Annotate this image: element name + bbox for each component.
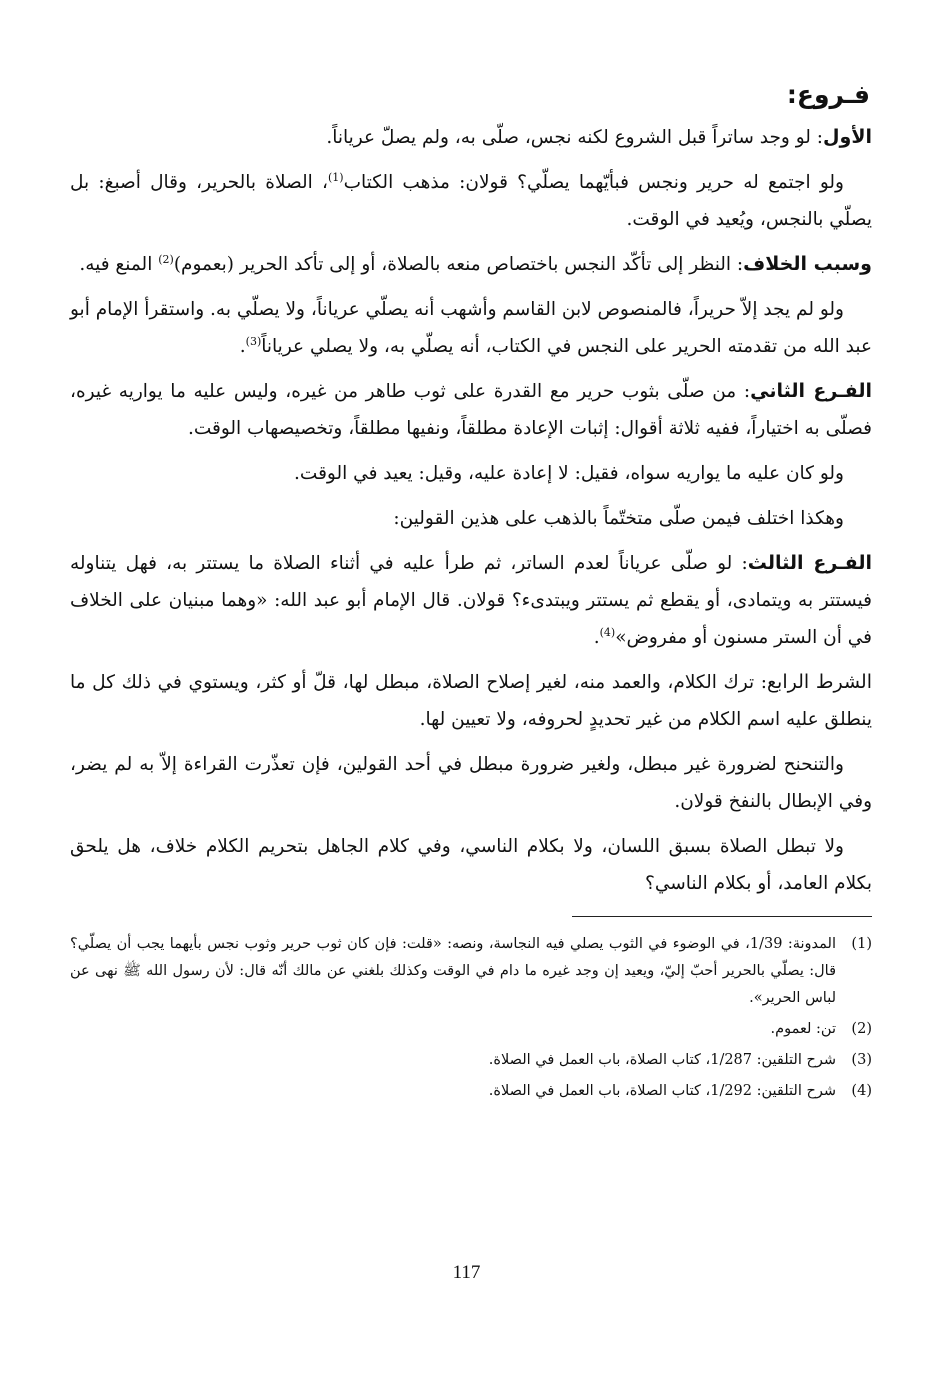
footnote-number: (1) — [851, 936, 872, 952]
paragraph-fourth-condition — [70, 664, 872, 738]
footnote-ref[interactable]: (3) — [245, 334, 262, 348]
lead-term: الفـرع الثاني — [750, 380, 872, 402]
footnote — [70, 1016, 872, 1043]
footnote-ref[interactable]: (4) — [599, 625, 616, 639]
paragraph-clearing-throat: والتنحنح لضرورة غير مبطل، ولغير ضرورة مبطل في أحد القولين، فإن تعذّرت القراءة إلاّ به لم يضر، وفي الإبطال بالنفخ قولان. — [70, 754, 872, 812]
paragraph-text: ، الصلاة بالحرير، وقال أصبغ: بل يصلّي بالنجس، ويُعيد في الوقت. — [70, 172, 872, 230]
paragraph-second-branch — [70, 373, 872, 447]
paragraph-text: : لو وجد ساتراً قبل الشروع لكنه نجس، صلّى به، ولم يصلّ عرياناً. — [326, 127, 824, 148]
footnote-number: (2) — [851, 1021, 872, 1037]
footnote — [70, 1078, 872, 1105]
footnote-number: (3) — [851, 1052, 872, 1068]
lead-term: الشرط الرابع — [766, 671, 873, 693]
paragraph-slip-of-tongue: ولا تبطل الصلاة بسبق اللسان، ولا بكلام الناسي، وفي كلام الجاهل بتحريم الكلام خلاف، هل يلحق بكلام العامد، أو بكلام الناسي؟ — [70, 836, 872, 894]
page-number: 117 — [452, 1262, 481, 1283]
footnote-text: تن: لعموم. — [770, 1021, 836, 1037]
paragraph-text: . — [593, 627, 600, 648]
lead-term: الأول — [823, 126, 872, 148]
footnote-number: (4) — [851, 1083, 872, 1099]
footnote — [70, 931, 872, 1012]
paragraph-text: . — [239, 336, 246, 357]
footnote — [70, 1047, 872, 1074]
paragraph-third-branch — [70, 545, 872, 656]
paragraph-text: المنع فيه. — [79, 254, 159, 275]
footnote-divider — [572, 916, 872, 917]
paragraph-only-silk — [70, 291, 872, 365]
lead-term: وسبب الخلاف — [743, 253, 872, 275]
paragraph-text: ولو اجتمع له حرير ونجس فبأيّهما يصلّي؟ قولان: مذهب الكتاب — [343, 172, 844, 193]
paragraph-text: : لو صلّى عرياناً لعدم الساتر، ثم طرأ عليه في أثناء الصلاة ما يستتر به، فهل يتناوله فيستتر به ويتمادى، أو يقطع ثم يستتر ويبتدىء؟ قولان. قال الإمام أبو عبد الله: «وهما مبنيان على الخلاف في أن الستر مسنون أو مفروض» — [70, 553, 872, 648]
footnote-ref[interactable]: (2) — [158, 252, 174, 266]
footnote-text: شرح التلقين: 1/292، كتاب الصلاة، باب العمل في الصلاة. — [488, 1083, 836, 1099]
section-heading: فـروع: — [786, 80, 870, 109]
paragraph-text: : ترك الكلام، والعمد منه، لغير إصلاح الصلاة، مبطل لها، قلّ أو كثر، ويستوي في ذلك كل ما ينطلق عليه اسم الكلام من غير تحديدٍ لحروفه، ولا تعيين لها. — [70, 672, 872, 730]
paragraph-first-branch — [70, 119, 872, 156]
footnote-ref[interactable]: (1) — [327, 170, 344, 184]
paragraph-covering: ولو كان عليه ما يواريه سواه، فقيل: لا إعادة عليه، وقيل: يعيد في الوقت. — [294, 463, 844, 484]
lead-term: الفـرع الثالث — [747, 552, 872, 574]
paragraph-text: ولو لم يجد إلاّ حريراً، فالمنصوص لابن القاسم وأشهب أنه يصلّي عرياناً، ولا يصلّي به. واستقرأ الإمام أبو عبد الله من تقدمته الحرير على النجس في الكتاب، أنه يصلّي به، ولا يصلي عرياناً — [70, 299, 872, 357]
paragraph-text: : من صلّى بثوب حرير مع القدرة على ثوب طاهر من غيره، وليس عليه ما يواريه غيره، فصلّى به اختياراً، ففيه ثلاثة أقوال: إثبات الإعادة مطلقاً، ونفيها مطلقاً، وتخصيصهاب الوقت. — [70, 381, 872, 439]
paragraph-gold-ring: وهكذا اختلف فيمن صلّى متختّماً بالذهب على هذين القولين: — [393, 508, 844, 529]
paragraph-cause-of-dispute — [70, 246, 872, 283]
footnote-text: المدونة: 1/39، في الوضوء في الثوب يصلي فيه النجاسة، ونصه: «قلت: فإن كان ثوب حرير وثوب نجس بأيهما يجب أن يصلّي؟ قال: يصلّي بالحرير أحبّ إليّ، ويعيد إن وجد غيره ما دام في الوقت وكذلك بلغني عن مالك أنّه قال: لأن رسول الله ﷺ نهى عن لباس الحرير». — [70, 936, 836, 1006]
page-body — [70, 80, 872, 1109]
footnote-text: شرح التلقين: 1/287، كتاب الصلاة، باب العمل في الصلاة. — [488, 1052, 836, 1068]
paragraph-text: : النظر إلى تأكّد النجس باختصاص منعه بالصلاة، أو إلى تأكد الحرير (بعموم) — [173, 254, 744, 275]
paragraph-silk-or-impure — [70, 164, 872, 238]
